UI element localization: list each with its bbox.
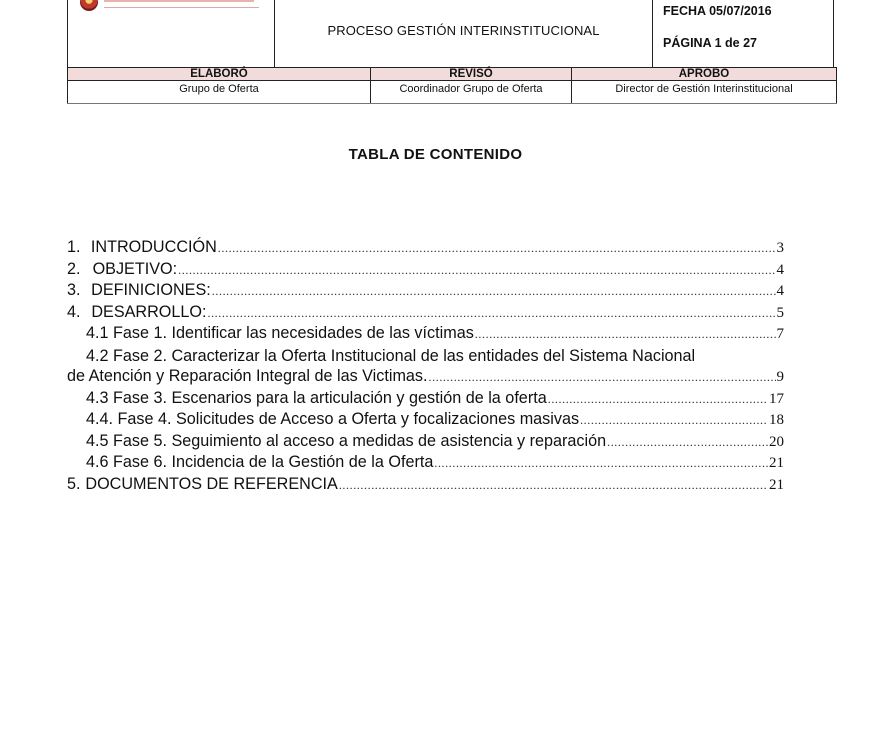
toc-entry-number: 1.	[67, 238, 81, 256]
approval-value-cell: Grupo de Oferta	[68, 81, 371, 104]
process-cell	[275, 0, 653, 67]
toc-entry-text: DESARROLLO:	[91, 302, 207, 321]
toc-entry-text: OBJETIVO:	[92, 259, 178, 278]
toc-leader-dots	[434, 456, 768, 471]
toc-entry[interactable]	[67, 260, 784, 282]
toc-subentry[interactable]	[67, 410, 784, 432]
logo-underline	[104, 7, 259, 8]
toc-entry-number: 4.	[67, 302, 81, 321]
approval-header-row	[68, 68, 837, 81]
toc-entry[interactable]	[67, 238, 784, 260]
toc-leader-dots	[548, 392, 768, 407]
toc-entry-text: de Atención y Reparación Integral de las Victimas.	[67, 367, 428, 385]
toc-leader-dots	[218, 241, 776, 256]
toc-entry-number: 2.	[67, 259, 81, 278]
institution-name-logo	[104, 0, 254, 2]
logo-cell	[68, 0, 275, 67]
toc-entry-page: 17	[769, 390, 784, 407]
toc-entry-text: 4.5 Fase 5. Seguimiento al acceso a medidas de asistencia y reparación	[86, 431, 607, 450]
toc-entry[interactable]	[67, 475, 784, 497]
toc-subentry-line1[interactable]: 4.2 Fase 2. Caracterizar la Oferta Institucional de las entidades del Sistema Nacional	[86, 346, 696, 365]
document-date: FECHA 05/07/2016	[663, 4, 772, 18]
toc-leader-dots	[207, 306, 775, 321]
process-title: PROCESO GESTIÓN INTERINSTITUCIONAL	[327, 23, 600, 38]
toc-entry-page: 3	[776, 240, 784, 256]
toc-entry[interactable]	[67, 281, 784, 303]
approval-header-cell: REVISÓ	[371, 68, 572, 81]
toc-entry-text: 4.4. Fase 4. Solicitudes de Acceso a Oferta y focalizaciones masivas	[86, 410, 580, 428]
toc-entry-number: 3.	[67, 281, 81, 299]
table-of-contents	[67, 238, 784, 496]
toc-entry-text: DEFINICIONES:	[91, 281, 211, 299]
toc-title: TABLA DE CONTENIDO	[348, 146, 523, 163]
toc-entry[interactable]	[67, 303, 784, 325]
toc-entry-number: 5.	[67, 474, 81, 493]
toc-leader-dots	[339, 478, 768, 493]
toc-subentry[interactable]	[67, 389, 784, 411]
toc-subentry[interactable]	[67, 453, 784, 475]
toc-entry-text: 4.3 Fase 3. Escenarios para la articulación y gestión de la oferta	[86, 388, 547, 407]
toc-entry-text: DOCUMENTOS DE REFERENCIA	[85, 474, 338, 493]
document-header	[67, 0, 834, 68]
meta-cell	[653, 0, 834, 67]
toc-leader-dots	[580, 413, 768, 428]
approval-header-cell: ELABORÓ	[68, 68, 371, 81]
approval-header-cell: APROBO	[572, 68, 837, 81]
approval-value-cell: Director de Gestión Interinstitucional	[572, 81, 837, 104]
institution-seal-icon	[80, 0, 98, 11]
toc-entry-page: 4	[776, 283, 784, 299]
toc-leader-dots	[607, 435, 768, 450]
toc-entry-page: 4	[776, 261, 784, 278]
approval-value-row	[68, 81, 837, 104]
toc-leader-dots	[212, 284, 776, 299]
toc-entry-page: 18	[769, 412, 784, 428]
toc-entry-page: 21	[769, 476, 784, 493]
page-indicator: PÁGINA 1 de 27	[663, 36, 758, 50]
toc-entry-page: 5	[776, 304, 784, 321]
toc-entry-text: INTRODUCCIÓN	[90, 238, 217, 256]
toc-entry-page: 21	[769, 455, 784, 471]
toc-entry-text: 4.1 Fase 1. Identificar las necesidades de las víctimas	[86, 324, 474, 342]
toc-subentry[interactable]	[67, 324, 784, 346]
approval-value-cell: Coordinador Grupo de Oferta	[371, 81, 572, 104]
toc-entry-page: 20	[769, 433, 784, 450]
approval-table	[67, 67, 837, 104]
toc-subentry-continued[interactable]	[67, 367, 784, 389]
toc-entry-page: 7	[776, 326, 784, 342]
toc-leader-dots	[475, 327, 776, 342]
toc-leader-dots	[429, 370, 776, 385]
toc-leader-dots	[178, 263, 775, 278]
toc-entry-text: 4.6 Fase 6. Incidencia de la Gestión de la Oferta	[86, 453, 434, 471]
toc-entry-page: 9	[776, 369, 784, 385]
toc-subentry[interactable]	[67, 432, 784, 454]
